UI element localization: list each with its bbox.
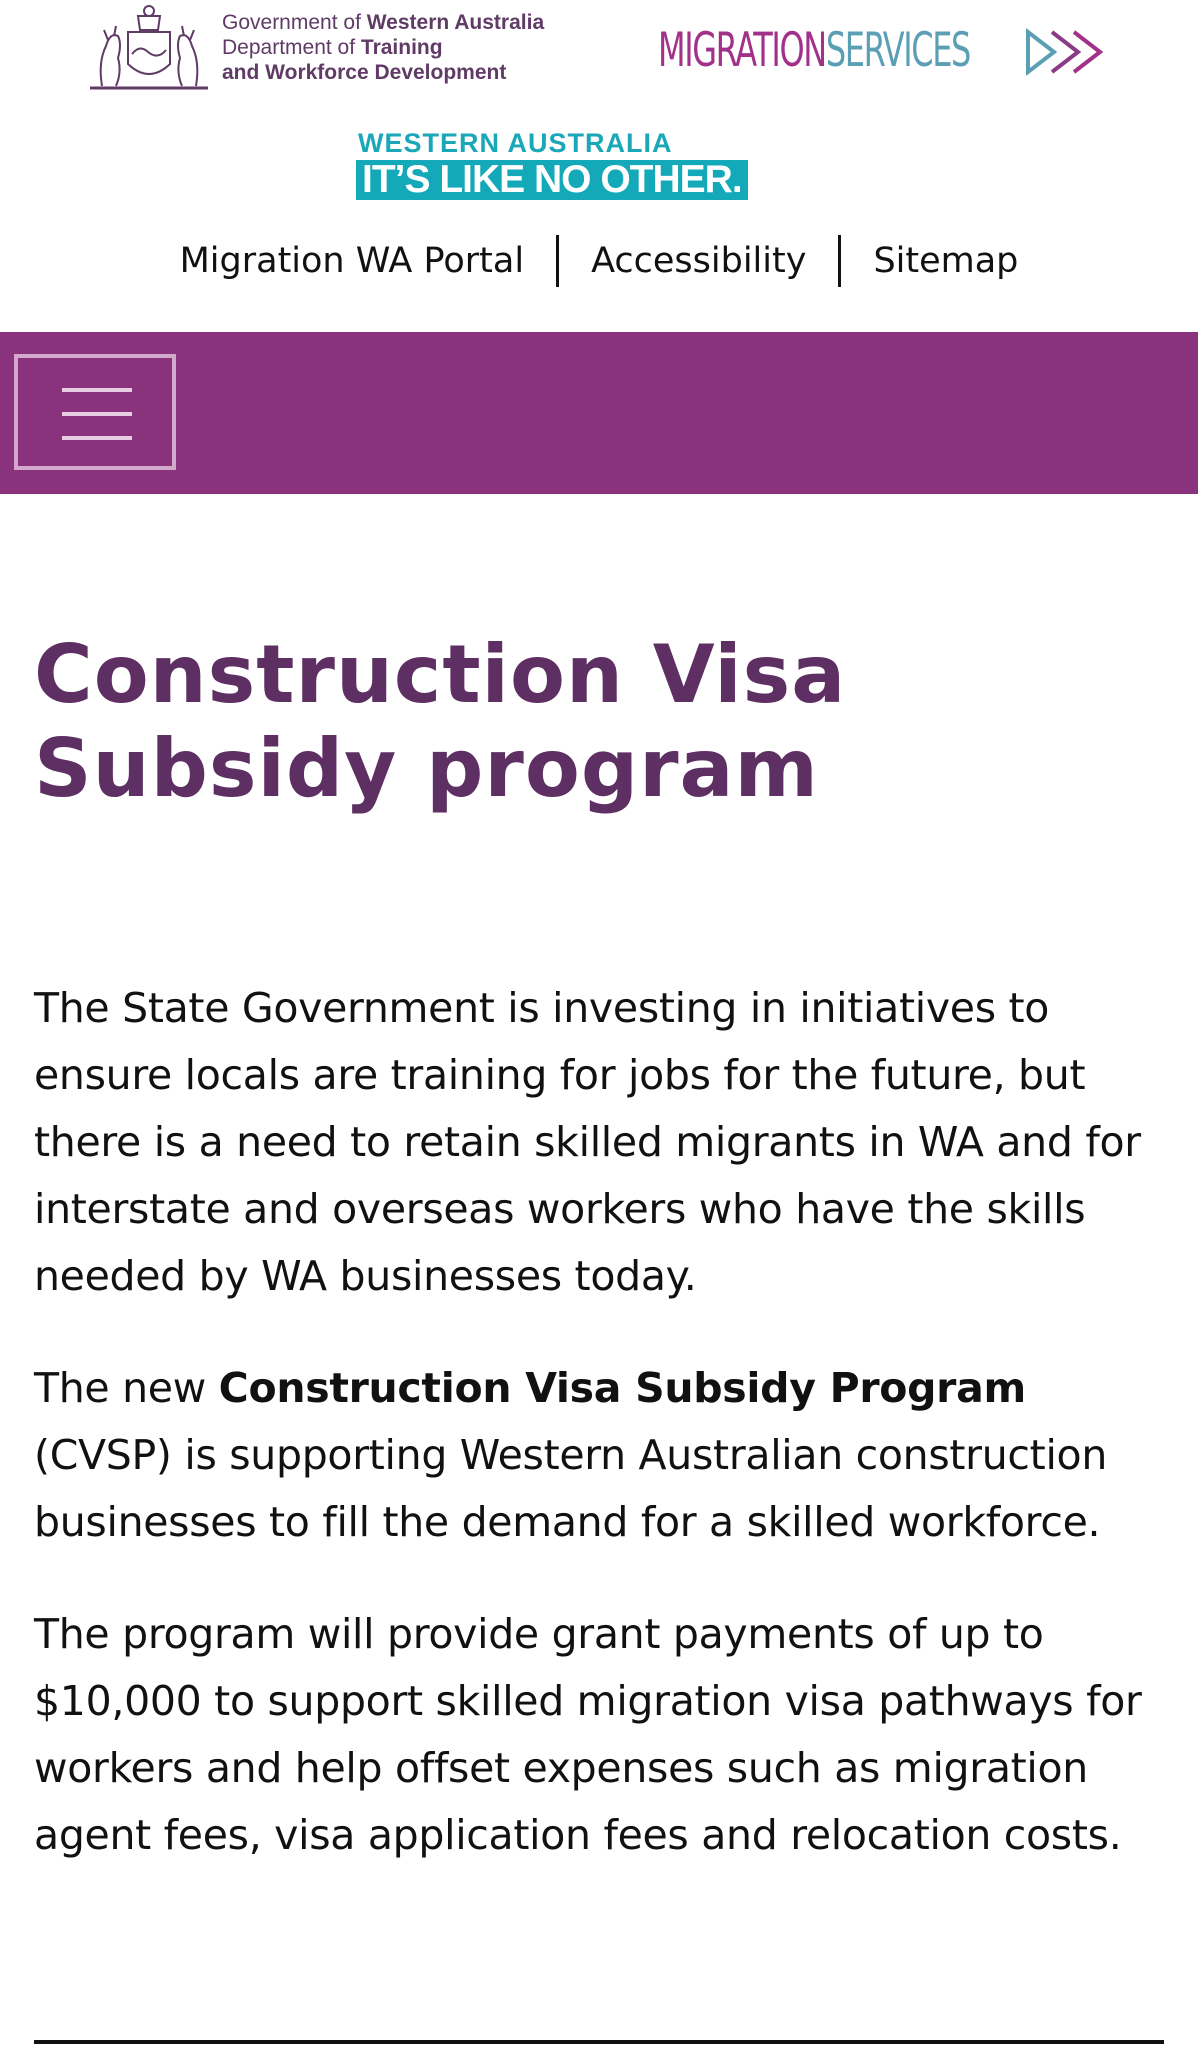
- main-nav-bar: [0, 332, 1198, 494]
- wa-brand-logo: [356, 128, 800, 200]
- section-divider: [34, 2040, 1164, 2044]
- program-name: Construction Visa Subsidy Program: [218, 1364, 1026, 1412]
- wa-coat-of-arms-icon: [88, 2, 210, 94]
- page-title: Construction Visa Subsidy program: [34, 628, 847, 815]
- government-logo-text: Government of Western Australia Department of Training and Workforce Development: [222, 11, 545, 84]
- grant-paragraph: The program will provide grant payments of up to $10,000 to support skilled migration visa pathways for workers and help offset expenses such as migration agent fees, visa application fees and relocation costs.: [34, 1610, 1142, 1859]
- hamburger-menu-icon[interactable]: [14, 354, 176, 470]
- migration-services-logo[interactable]: [658, 16, 1117, 86]
- migration-services-wordmark: MIGRATIONSERVICES: [658, 23, 970, 78]
- government-logo[interactable]: [88, 0, 608, 95]
- link-sitemap[interactable]: Sitemap: [873, 241, 1019, 281]
- utility-links: [0, 234, 1198, 288]
- wa-brand-tagline: IT’S LIKE NO OTHER.: [356, 160, 748, 200]
- link-migration-wa-portal[interactable]: Migration WA Portal: [179, 241, 525, 281]
- wa-brand-top: WESTERN AUSTRALIA: [358, 128, 673, 158]
- program-paragraph: The new Construction Visa Subsidy Program (CVSP) is supporting Western Australian construction businesses to fill the demand for a skilled workforce.: [34, 1364, 1108, 1546]
- link-accessibility[interactable]: Accessibility: [591, 241, 807, 281]
- main-content: [34, 494, 1164, 1869]
- site-header: [0, 0, 1198, 332]
- intro-paragraph: The State Government is investing in initiatives to ensure locals are training for jobs for the future, but there is a need to retain skilled migrants in WA and for interstate and overseas workers who have the skills needed by WA businesses today.: [34, 984, 1141, 1300]
- double-chevron-icon: [1024, 26, 1114, 78]
